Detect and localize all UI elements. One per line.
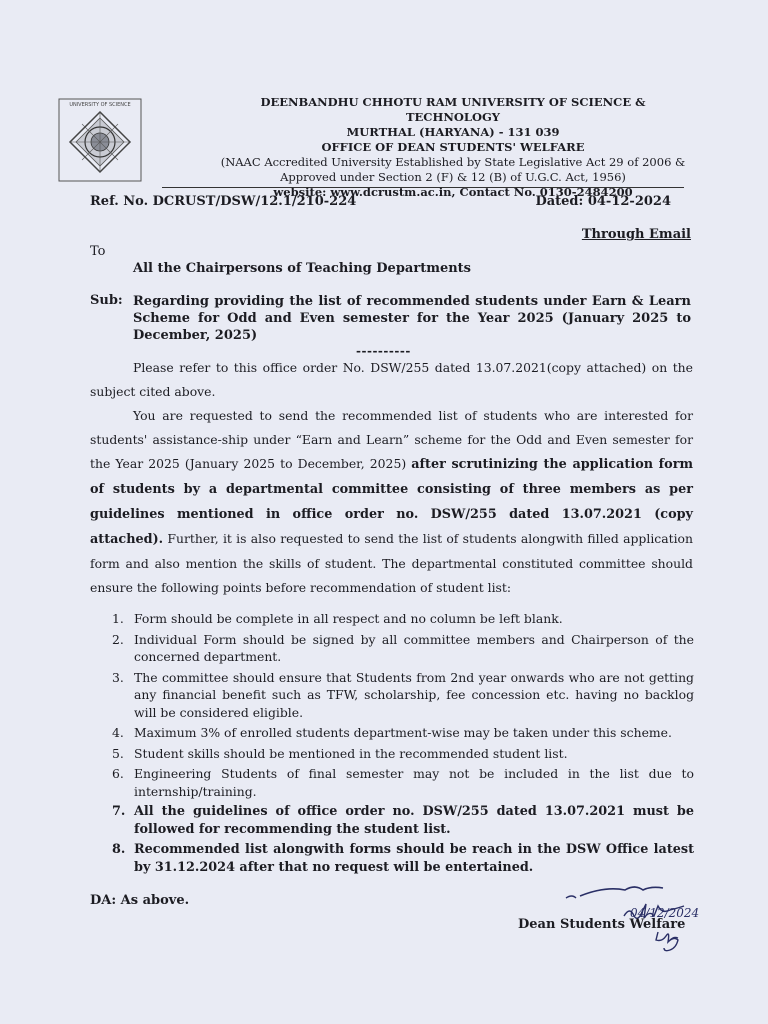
university-name: DEENBANDHU CHHOTU RAM UNIVERSITY OF SCIENCE & TECHNOLOGY <box>260 95 646 124</box>
list-text: Engineering Students of final semester may not be included in the list due to internship/training. <box>134 766 694 799</box>
list-item <box>112 765 694 800</box>
accreditation-line-2: Approved under Section 2 (F) & 12 (B) of U.G.C. Act, 1956) <box>280 170 626 184</box>
list-text: Recommended list alongwith forms should be reach in the DSW Office latest by 31.12.2024 after that no request will be entertained. <box>134 842 694 875</box>
seal-text: UNIVERSITY OF SCIENCE <box>69 102 131 108</box>
list-number: 7. <box>112 804 126 819</box>
list-number: 5. <box>112 745 124 761</box>
letter-date: Dated: 04-12-2024 <box>535 194 671 209</box>
list-item <box>112 745 694 763</box>
header-divider <box>162 187 684 188</box>
delivery-mode: Through Email <box>581 227 691 242</box>
university-seal-icon <box>58 98 142 182</box>
reference-number: Ref. No. DCRUST/DSW/12.1/210-224 <box>90 194 357 209</box>
signatory-title: Dean Students Welfare <box>518 917 686 932</box>
list-item <box>112 724 694 742</box>
list-text: All the guidelines of office order no. DSW/255 dated 13.07.2021 must be followed for recommending the student list. <box>134 804 694 837</box>
paragraph-2-start: You are requested to send the recommended list of students who are interested for students' assistance-ship under “Earn and Learn” scheme for the Odd and Even semester for the Year 2025 (January 2025 to December, 2025) <box>90 408 693 471</box>
paragraph-1: Please refer to this office order No. DSW/255 dated 13.07.2021(copy attached) on the subject cited above. <box>90 360 693 399</box>
list-text: The committee should ensure that Students from 2nd year onwards who are not getting any financial benefit such as TFW, scholarship, fee concession etc. having no backlog will be considered eligible. <box>134 669 694 720</box>
addressee: All the Chairpersons of Teaching Departments <box>133 261 471 276</box>
attachment-note: DA: As above. <box>90 893 190 908</box>
letter-body <box>90 356 693 600</box>
signature-date: 04/12/2024 <box>630 906 700 920</box>
list-text: Student skills should be mentioned in the recommended student list. <box>134 745 568 761</box>
university-header <box>218 95 688 200</box>
list-number: 4. <box>112 725 124 740</box>
paragraph-2 <box>90 404 693 600</box>
list-number: 3. <box>112 669 124 685</box>
list-text: Maximum 3% of enrolled students department-wise may be taken under this scheme. <box>134 725 672 740</box>
to-label: To <box>90 244 106 259</box>
guidelines-list <box>112 610 694 879</box>
list-number: 6. <box>112 766 124 781</box>
list-item <box>112 803 694 838</box>
list-number: 1. <box>112 611 124 626</box>
list-number: 2. <box>112 631 124 647</box>
paragraph-2-end: Further, it is also requested to send the list of students alongwith filled application form and also mention the skills of student. The departmental constituted committee should ensure the following points before recommendation of student list: <box>90 531 693 595</box>
separator: ---------- <box>356 344 411 358</box>
list-item <box>112 631 694 666</box>
subject-label: Sub: <box>90 293 123 308</box>
list-text: Form should be complete in all respect and no column be left blank. <box>134 611 563 626</box>
list-number: 8. <box>112 842 126 857</box>
office-name: OFFICE OF DEAN STUDENTS' WELFARE <box>321 140 585 154</box>
list-item <box>112 841 694 876</box>
contact-line: website: www.dcrustm.ac.in, Contact No. 0130-2484200 <box>273 185 633 199</box>
accreditation-line-1: (NAAC Accredited University Established by State Legislative Act 29 of 2006 & <box>220 155 686 169</box>
list-text: Individual Form should be signed by all committee members and Chairperson of the concerned department. <box>134 631 694 664</box>
list-item <box>112 610 694 628</box>
subject-text: Regarding providing the list of recommended students under Earn & Learn Scheme for Odd and Even semester for the Year 2025 (January 2025 to December, 2025) <box>133 294 691 343</box>
paragraph-2-bold: after scrutinizing the application form of students by a departmental committee consisting of three members as per guidelines mentioned in office order no. DSW/255 dated 13.07.2021 (copy attached). <box>90 457 693 547</box>
university-location: MURTHAL (HARYANA) - 131 039 <box>346 125 560 139</box>
list-item <box>112 669 694 722</box>
